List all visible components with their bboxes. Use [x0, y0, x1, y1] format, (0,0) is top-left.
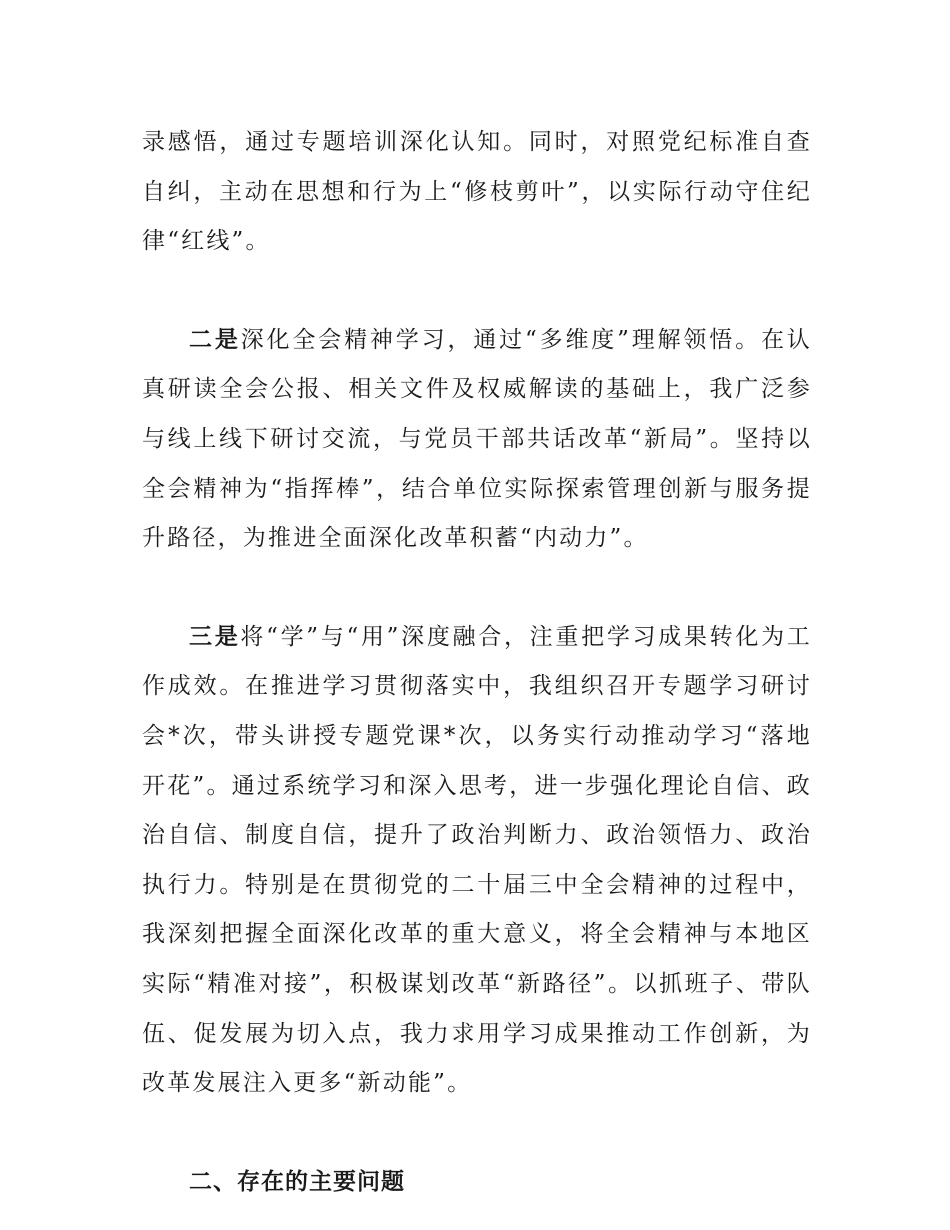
paragraph-spacer: [142, 1109, 812, 1158]
document-body: [142, 118, 812, 1207]
paragraph-2-lead: 二是: [189, 326, 241, 353]
paragraph-3-lead: 三是: [189, 623, 241, 650]
paragraph-spacer: [142, 267, 812, 316]
paragraph-3-text: 将“学”与“用”深度融合，注重把学习成果转化为工作成效。在推进学习贯彻落实中，我组织召开专题学习研讨会*次，带头讲授专题党课*次，以务实行动推动学习“落地开花”。通过系统学习和深入思考，进一步强化理论自信、政治自信、制度自信，提升了政治判断力、政治领悟力、政治执行力。特别是在贯彻党的二十届三中全会精神的过程中，我深刻把握全面深化改革的重大意义，将全会精神与本地区实际“精准对接”，积极谋划改革“新路径”。以抓班子、带队伍、促发展为切入点，我力求用学习成果推动工作创新，为改革发展注入更多“新动能”。: [142, 623, 812, 1097]
paragraph-3: [142, 613, 812, 1109]
paragraph-1-text: 录感悟，通过专题培训深化认知。同时，对照党纪标准自查自纠，主动在思想和行为上“修枝剪叶”，以实际行动守住纪律“红线”。: [142, 129, 812, 255]
section-heading: 二、存在的主要问题: [189, 1168, 405, 1195]
paragraph-2: [142, 316, 812, 564]
paragraph-1: [142, 118, 812, 267]
paragraph-2-text: 深化全会精神学习，通过“多维度”理解领悟。在认真研读全会公报、相关文件及权威解读的基础上，我广泛参与线上线下研讨交流，与党员干部共话改革“新局”。坚持以全会精神为“指挥棒”，结合单位实际探索管理创新与服务提升路径，为推进全面深化改革积蓄“内动力”。: [142, 326, 812, 552]
paragraph-spacer: [142, 564, 812, 613]
